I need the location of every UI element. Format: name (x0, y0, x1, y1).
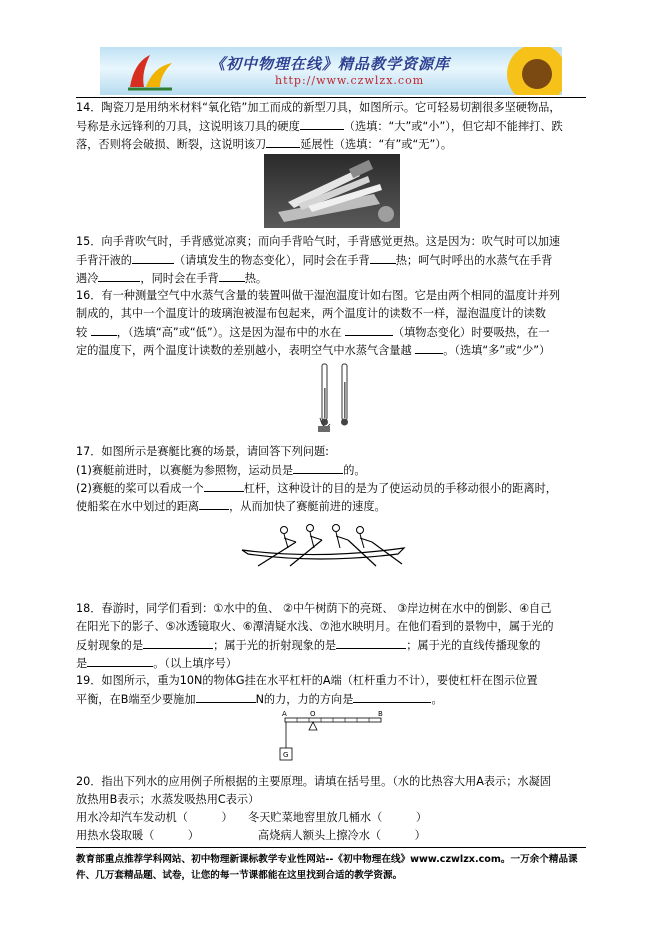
question-17 (76, 443, 586, 515)
q18-line-2: 在阳光下的影子、⑤冰透镜取火、⑥潭清疑水浅、⑦池水映明月。在他们看到的景物中，属于光的 (76, 620, 554, 633)
q19-blank-force[interactable] (196, 690, 256, 703)
question-20 (76, 773, 586, 845)
lever-label-b: B (378, 710, 383, 718)
header-banner (100, 47, 562, 95)
q20-line-1: 20．指出下列水的应用例子所根据的主要原理。请填在括号里。（水的比热容大用A表示；水凝固 (76, 775, 551, 788)
q17-blank-distance[interactable] (199, 497, 229, 510)
q15-line-2c: 热；呵气时呼出的水蒸气在手背 (395, 254, 553, 267)
q15-blank-condense[interactable] (98, 269, 140, 282)
q19-line-2a: 平衡，在B端至少要施加 (76, 693, 196, 706)
footer (76, 852, 596, 884)
q19-line-2b: N的力，力的方向是 (255, 693, 354, 706)
lever-figure (276, 708, 388, 764)
q16-line-1: 16．有一种测量空气中水蒸气含量的装置叫做干湿泡温度计如右图。它是由两个相同的温度计并列 (76, 289, 561, 302)
q16-line-2: 制成的，其中一个温度计的玻璃泡被湿布包起来，两个温度计的读数不一样，湿泡温度计的读数 (76, 307, 546, 320)
q16-line-4a: 定的温度下，两个温度计读数的差别越小，表明空气中水蒸气含量越 (76, 344, 412, 357)
q17-blank-lever[interactable] (204, 479, 244, 492)
banner-url: http://www.czwlzx.com (275, 74, 425, 87)
lever-label-a: A (282, 710, 287, 718)
lever-label-g: G (283, 751, 289, 759)
q20-item-2: 冬天贮菜地窖里放几桶水（ ） (248, 811, 428, 824)
q20-item-3: 用热水袋取暖（ ） (76, 829, 200, 842)
q18-line-3b: ；属于光的折射现象的是 (213, 639, 337, 652)
q15-line-3a: 遇冷 (76, 272, 99, 285)
banner-title: 《初中物理在线》精品教学资源库 (210, 55, 451, 73)
q17-line-1: 17．如图所示是赛艇比赛的场景，请回答下列问题: (76, 445, 329, 458)
ceramic-knife-photo (264, 154, 400, 228)
wet-dry-thermometer-figure (316, 362, 356, 434)
q14-line-2-tail: （选填：“大”或“小”），但它却不能摔打、跌 (343, 120, 563, 133)
question-19 (76, 672, 586, 708)
q15-line-3b: ，同时会在手背 (140, 272, 219, 285)
q14-ductility-blank[interactable] (266, 135, 300, 148)
q16-line-3c: （填物态变化）时要吸热，在一 (392, 326, 550, 339)
q20-item-1: 用水冷却汽车发动机（ ） (76, 811, 233, 824)
rowing-boat-figure (238, 520, 408, 568)
fulcrum-icon (309, 722, 317, 730)
q16-blank-amount[interactable] (415, 341, 443, 354)
footer-rule (76, 847, 586, 848)
footer-line-2: 件、几万套精品题、试卷，让您的每一节课都能在这里找到合适的教学资源。 (76, 870, 403, 881)
q17-line-4b: ，从而加快了赛艇前进的速度。 (229, 500, 386, 513)
q15-blank-heat-2[interactable] (219, 269, 245, 282)
q18-line-1: 18．春游时，同学们看到：①水中的鱼、 ②中午树荫下的亮斑、 ③岸边树在水中的倒影、④自己 (76, 602, 552, 615)
q18-blank-refraction[interactable] (336, 636, 406, 649)
q19-line-2c: 。 (431, 693, 443, 706)
q20-line-2: 放热用B表示；水蒸发吸热用C表示） (76, 793, 260, 806)
q16-blank-change[interactable] (345, 323, 393, 336)
q15-line-2a: 手背汗液的 (76, 254, 132, 267)
q15-blank-heat-1[interactable] (370, 251, 396, 264)
lever-label-o: O (310, 710, 316, 718)
q19-blank-direction[interactable] (353, 690, 431, 703)
q17-line-4a: 使船桨在水中划过的距离 (76, 500, 200, 513)
sunflower-icon (502, 47, 562, 95)
q17-line-3b: 杠杆，这种设计的目的是为了使运动员的手移动很小的距离时， (243, 482, 557, 495)
q14-line-1: 14．陶瓷刀是用纳米材料“氧化锆”加工而成的新型刀具，如图所示。它可轻易切割很多坚硬物品， (76, 101, 561, 114)
q17-line-3a: (2)赛艇的桨可以看成一个 (76, 482, 204, 495)
site-logo-icon (124, 53, 176, 91)
q16-line-4b: 。（选填“多”或“少”） (443, 344, 551, 357)
q18-line-4b: 。（以上填序号） (153, 657, 238, 670)
q18-line-3c: ；属于光的直线传播现象的 (406, 639, 541, 652)
q16-blank-reading[interactable] (91, 323, 117, 336)
q14-hardness-blank[interactable] (300, 117, 344, 130)
question-15 (76, 233, 586, 287)
q18-line-4a: 是 (76, 657, 88, 670)
q18-blank-reflection[interactable] (143, 636, 213, 649)
question-18 (76, 600, 586, 672)
q15-blank-evaporation[interactable] (132, 251, 174, 264)
q15-line-1: 15．向手背吹气时，手背感觉凉爽；而向手背哈气时，手背感觉更热。这是因为：吹气时可以加速 (76, 235, 561, 248)
q15-line-2b: （请填发生的物态变化），同时会在手背 (173, 254, 370, 267)
question-16 (76, 287, 586, 359)
q17-blank-motion[interactable] (293, 461, 343, 474)
q14-line-3: 落，否则将会破损、断裂，这说明该刀 (76, 138, 267, 151)
q17-line-2a: (1)赛艇前进时，以赛艇为参照物，运动员是 (76, 464, 294, 477)
q19-line-1: 19．如图所示，重为10N的物体G挂在水平杠杆的A端（杠杆重力不计），要使杠杆在图示位置 (76, 674, 538, 687)
question-14 (76, 99, 586, 153)
q16-line-3b: ，（选填“高”或“低”）。这是因为湿布中的水在 (116, 326, 342, 339)
q18-line-3a: 反射现象的是 (76, 639, 144, 652)
footer-line-1: 教育部重点推荐学科网站、初中物理新课标教学专业性网站--《初中物理在线》www.czwlzx.com。一万余个精品课 (76, 854, 578, 865)
q18-blank-straight[interactable] (87, 654, 153, 667)
q20-item-4: 高烧病人额头上擦冷水（ ） (258, 829, 426, 842)
q16-line-3a: 较 (76, 326, 88, 339)
q17-line-2b: 的。 (343, 464, 366, 477)
q14-line-2: 号称是永远锋利的刀具，这说明该刀具的硬度 (76, 120, 300, 133)
q15-line-3c: 热。 (244, 272, 268, 285)
q14-line-3-tail: 延展性（选填：“有”或“无”）。 (300, 138, 453, 151)
header-rule (76, 97, 586, 98)
